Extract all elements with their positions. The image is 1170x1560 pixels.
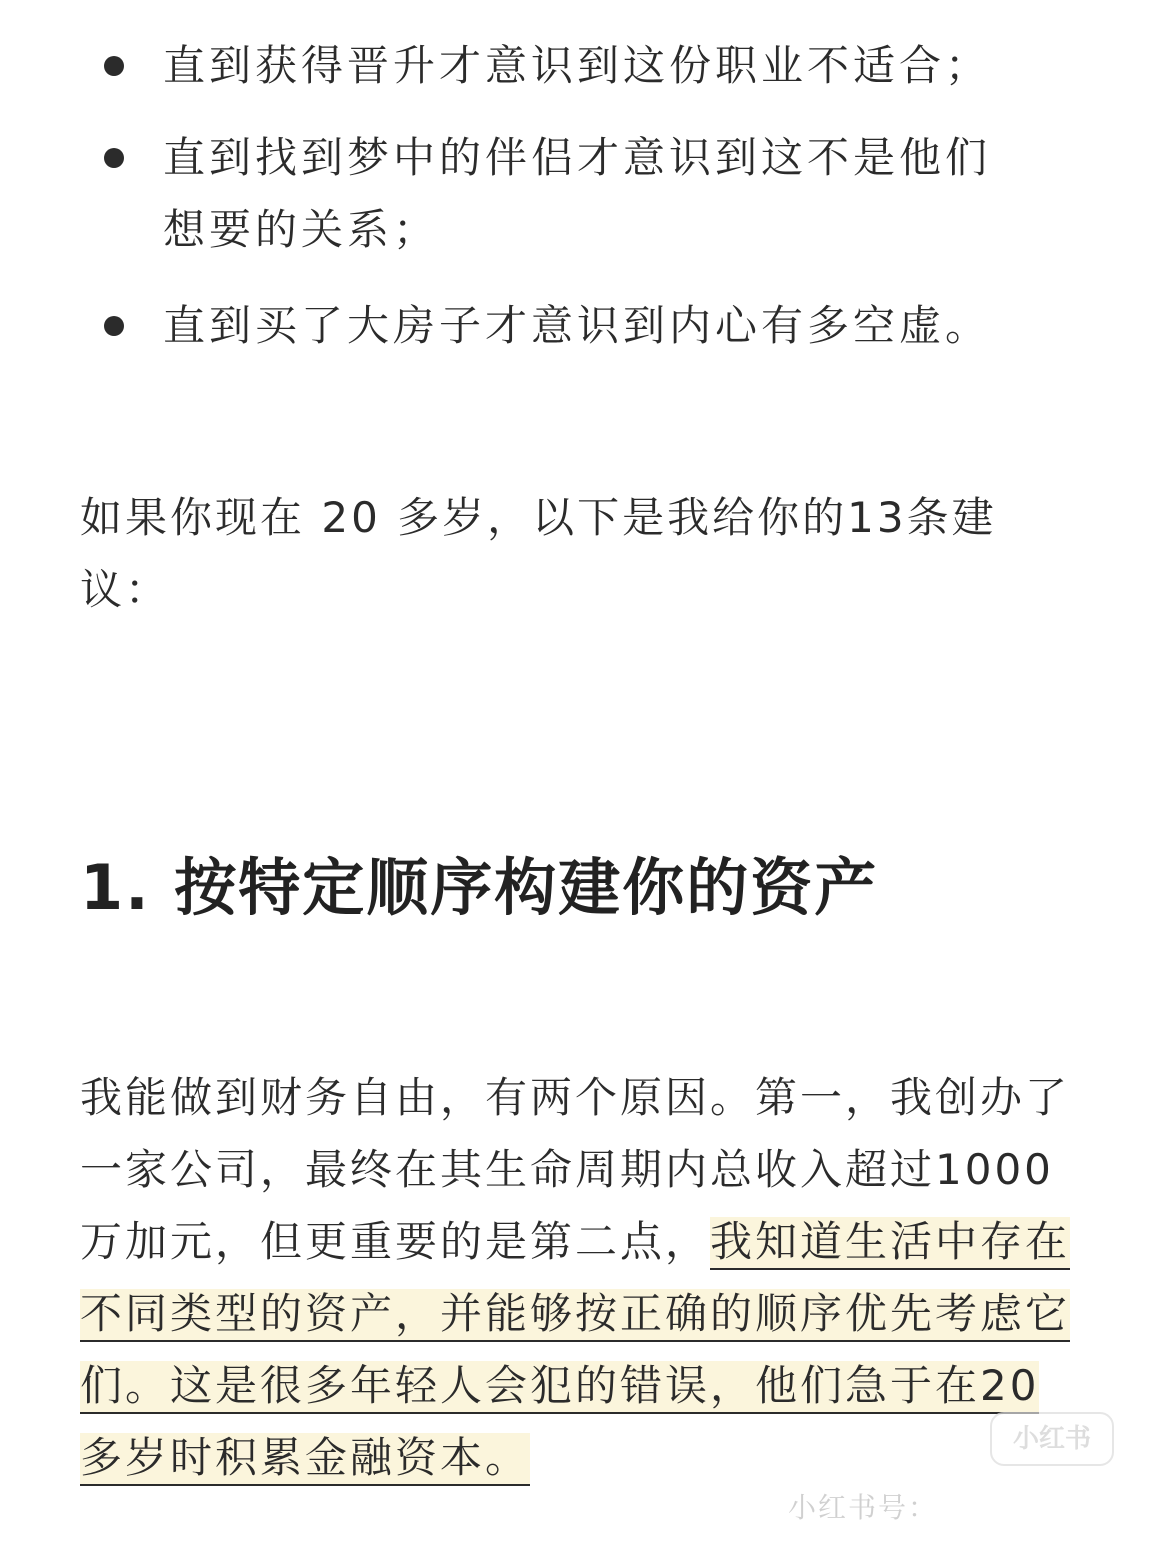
bullet-text: 直到找到梦中的伴侣才意识到这不是他们 想要的关系； [163,133,992,254]
body-paragraph-plain: 我能做到财务自由，有两个原因。第一，我创办了一家公司，最终在其生命周期内总收入超过1000万加元，但更重要的是第二点， [80,1073,1071,1266]
intro-paragraph: 如果你现在 20 多岁，以下是我给你的13条建议： [80,493,997,614]
bullet-text: 直到买了大房子才意识到内心有多空虚。 [163,301,992,350]
highlighted-text: 我知道生活中存在不同类型的资产，并能够按正确的顺序优先考虑它们。这是很多年轻人会犯的错误，他们急于在20多岁时积累金融资本。 [80,1217,1070,1486]
body-paragraph [80,1062,1080,1494]
watermark-text: 小红书号： [788,1491,939,1524]
section-heading: 1. 按特定顺序构建你的资产 [80,851,879,924]
bullet-dot-icon [104,56,124,76]
bullet-dot-icon [104,148,124,168]
bullet-dot-icon [104,316,124,336]
bullet-text: 直到获得晋升才意识到这份职业不适合； [163,41,992,90]
watermark-logo: 小红书 [990,1412,1114,1466]
